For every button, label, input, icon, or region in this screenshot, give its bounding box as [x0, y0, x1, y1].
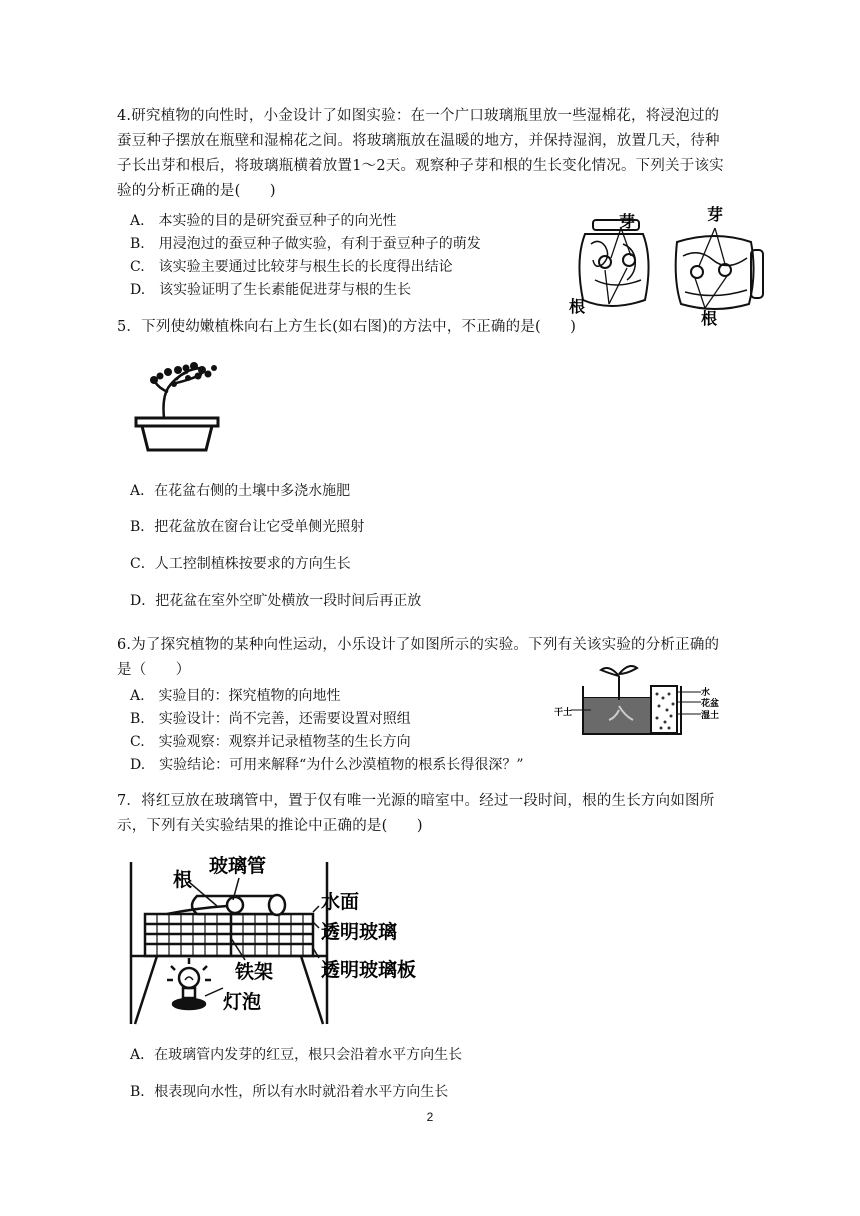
light-bulb-icon	[167, 958, 211, 1009]
q7-figure-apparatus	[127, 848, 437, 1026]
q4-figure-jars	[565, 200, 785, 330]
q5-option-c[interactable]: C．人工控制植株按要求的方向生长	[130, 556, 351, 572]
q4-option-a[interactable]: A. 本实验的目的是研究蚕豆种子的向光性	[130, 213, 397, 229]
q6-figure-tray	[553, 658, 728, 738]
q6-label-water: 水	[701, 688, 711, 698]
q4-stem: 4.研究植物的向性时，小金设计了如图实验：在一个广口玻璃瓶里放一些湿棉花，将浸泡过的蚕豆种子摆放在瓶壁和湿棉花之间。将玻璃瓶放在温暖的地方，并保持湿润，放置几天，待种子长出芽和根后，将玻璃瓶横着放置1～2天。观察种子芽和根的生长变化情况。下列关于该实验的分析正确的是( )	[117, 108, 724, 199]
q7-option-b[interactable]: B．根表现向水性，所以有水时就沿着水平方向生长	[130, 1084, 449, 1100]
q5-figure-potted-plant	[128, 362, 228, 454]
q4-label-root-left: 根	[569, 297, 586, 316]
q5-option-a[interactable]: A．在花盆右侧的土壤中多浇水施肥	[130, 483, 351, 499]
q6-option-d[interactable]: D. 实验结论：可用来解释“为什么沙漠植物的根系长得很深？”	[130, 757, 524, 773]
sideways-jar	[676, 236, 763, 309]
q5-option-d[interactable]: D．把花盆在室外空旷处横放一段时间后再正放	[130, 593, 422, 609]
q4-label-bud-left: 芽	[619, 212, 636, 231]
q4-label-root-right: 根	[701, 309, 718, 328]
q7-label-bulb: 灯泡	[223, 991, 262, 1013]
q7-label-glass-plate: 透明玻璃板	[321, 959, 417, 981]
q6-label-wet-soil: 湿土	[701, 711, 720, 721]
q6-option-b[interactable]: B. 实验设计：尚不完善，还需要设置对照组	[130, 711, 411, 727]
q7-label-clear-glass: 透明玻璃	[321, 921, 398, 943]
q7-label-water-surface: 水面	[321, 891, 360, 913]
q7-label-iron-stand: 铁架	[235, 961, 274, 983]
q6-option-c[interactable]: C. 实验观察：观察并记录植物茎的生长方向	[130, 734, 411, 750]
q7-label-root: 根	[173, 869, 193, 891]
q6-label-dry-soil: 干土	[554, 708, 573, 718]
q4-option-b[interactable]: B. 用浸泡过的蚕豆种子做实验，有利于蚕豆种子的萌发	[130, 236, 481, 252]
q6-label-pot: 花盆	[701, 699, 720, 709]
q6-option-a[interactable]: A. 实验目的：探究植物的向地性	[130, 688, 341, 704]
q6-stem: 6.为了探究植物的某种向性运动，小乐设计了如图所示的实验。下列有关该实验的分析正确的是（ ）	[117, 637, 720, 678]
q4-label-bud-right: 芽	[707, 205, 724, 224]
q4-option-c[interactable]: C. 该实验主要通过比较芽与根生长的长度得出结论	[130, 259, 453, 275]
q7-label-tube: 玻璃管	[209, 855, 267, 877]
q5-stem: 5．下列使幼嫩植株向右上方生长(如右图)的方法中，不正确的是( )	[117, 319, 577, 335]
q4-option-d[interactable]: D. 该实验证明了生长素能促进芽与根的生长	[130, 282, 412, 298]
q7-stem: 7．将红豆放在玻璃管中，置于仅有唯一光源的暗室中。经过一段时间，根的生长方向如图所示，下列有关实验结果的推论中正确的是( )	[117, 793, 715, 834]
page-number: 2	[426, 1110, 434, 1124]
q5-option-b[interactable]: B．把花盆放在窗台让它受单侧光照射	[130, 519, 365, 535]
q7-option-a[interactable]: A．在玻璃管内发芽的红豆，根只会沿着水平方向生长	[130, 1047, 463, 1063]
